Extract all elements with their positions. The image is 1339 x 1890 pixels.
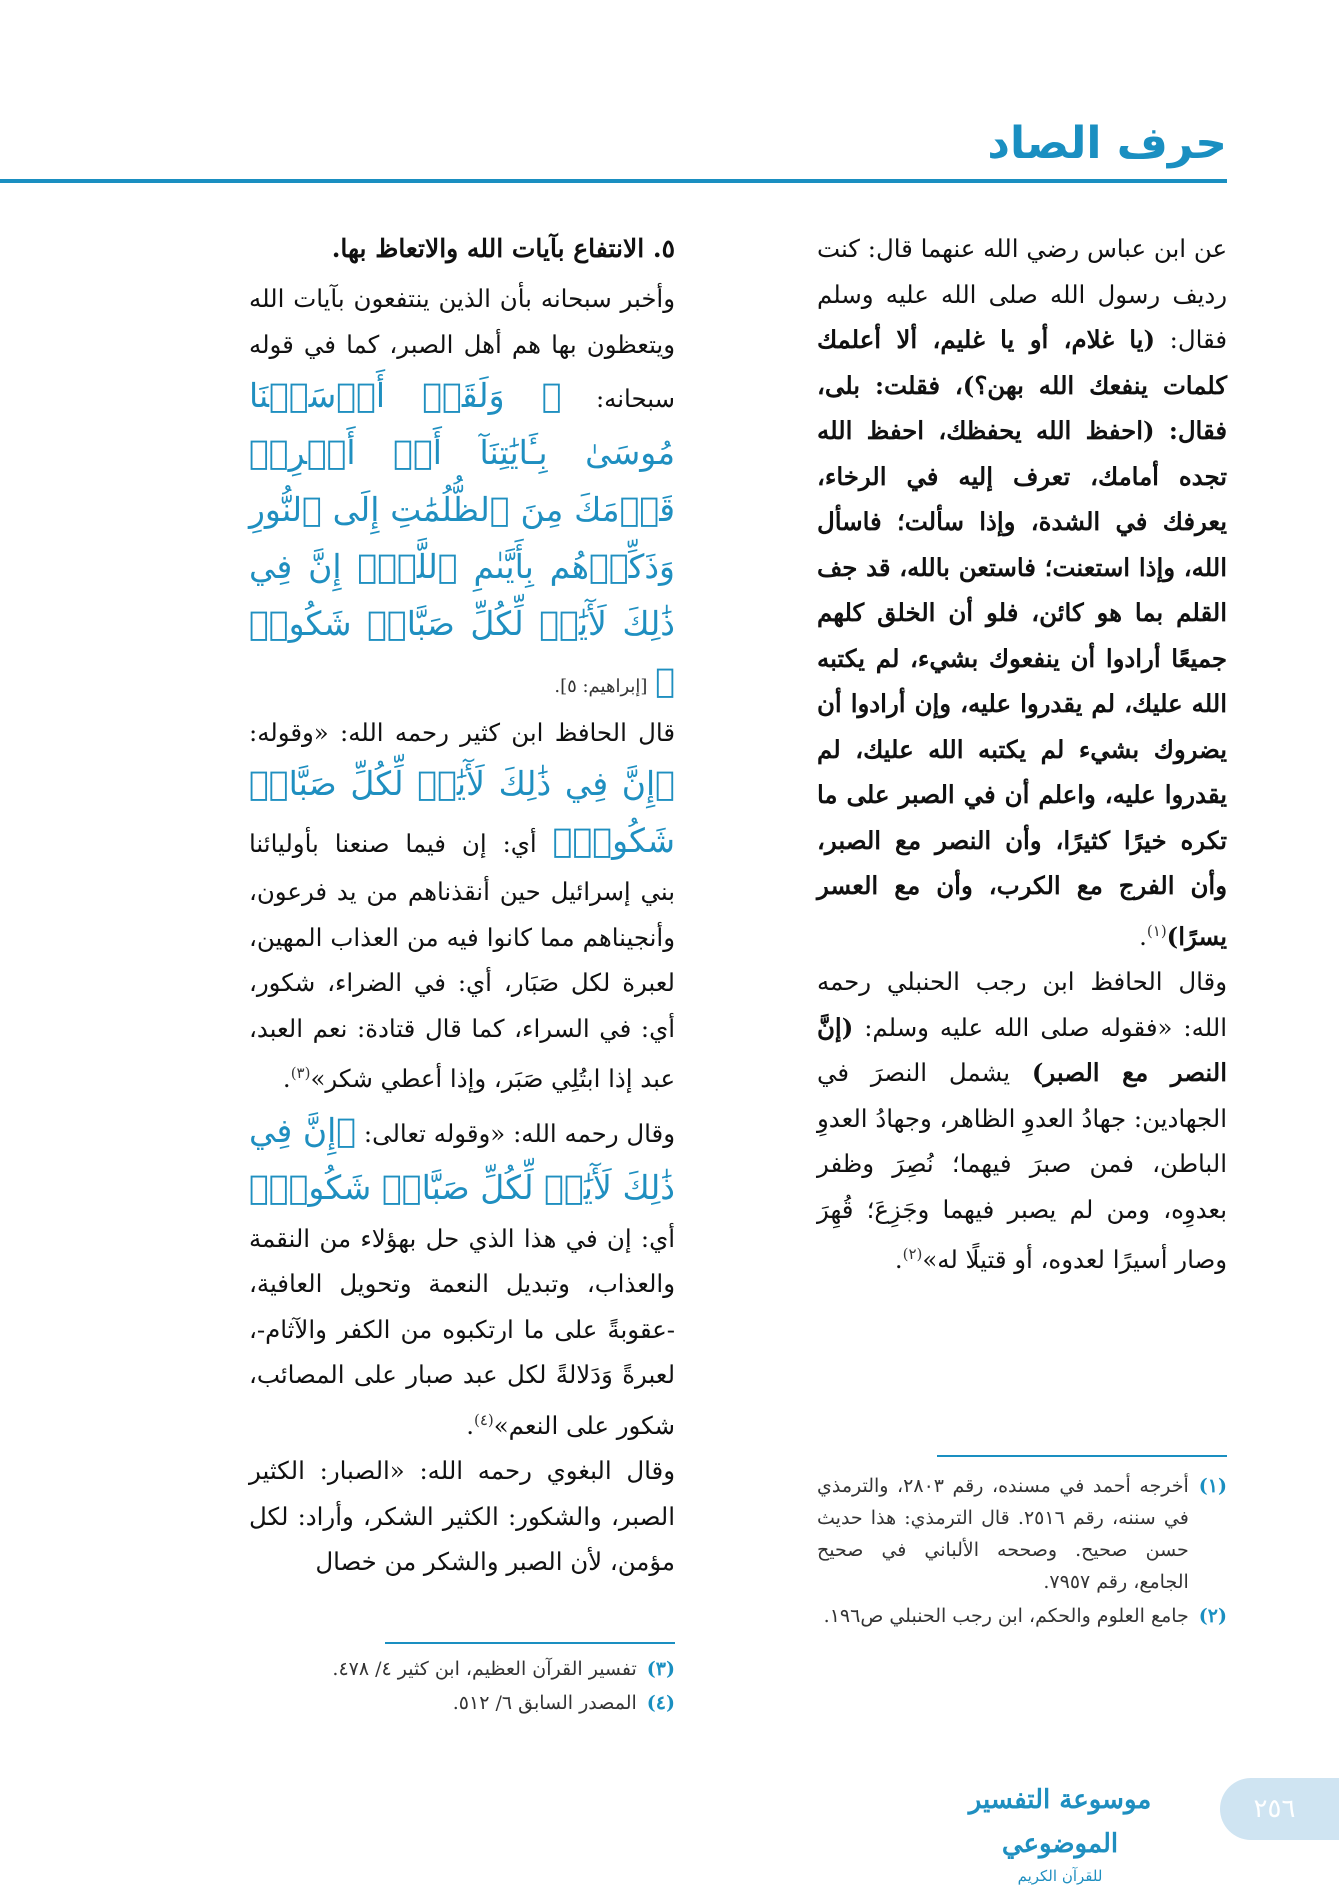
period: .	[282, 1064, 291, 1094]
chapter-title: حرف الصاد	[987, 118, 1227, 169]
quran-verse-ibrahim-5: ﴿ وَلَقَدۡ أَرۡسَلۡنَا مُوسَىٰ بِـَٔايَٰتِنَآ أَنۡ أَخۡرِجۡ قَوۡمَكَ مِنَ ٱلظُّلُمَٰتِ إِلَى ٱلنُّورِ وَذَكِّرۡهُم بِأَيَّىٰمِ ٱللَّهِۚ إِنَّ فِي ذَٰلِكَ لَأٓيَٰتٖ لِّكُلِّ صَبَّارٖ شَكُورٖ ﴾	[249, 376, 675, 700]
ibn-kathir-paragraph-1	[249, 710, 675, 1102]
ibn-rajab-paragraph	[817, 959, 1227, 1283]
footnote-number: (٤)	[646, 1692, 675, 1714]
footnote-text: تفسير القرآن العظيم، ابن كثير ٤/ ٤٧٨.	[332, 1658, 637, 1680]
verse-reference: [إبراهيم: ٥].	[554, 676, 648, 697]
footnote-number: (٢)	[1198, 1605, 1227, 1627]
footnote-number: (٣)	[646, 1658, 675, 1680]
baghawi-paragraph: وقال البغوي رحمه الله: «الصبار: الكثير الصبر، والشكور: الكثير الشكر، وأراد: لكل مؤمن، لأن الصبر والشكر من خصال	[249, 1456, 675, 1577]
ibn-kathir-intro-2: وقال رحمه الله: «وقوله تعالى:	[356, 1118, 675, 1148]
page-number: ٢٥٦	[1220, 1778, 1339, 1840]
section-heading: ٥. الانتفاع بآيات الله والاتعاظ بها.	[331, 234, 675, 263]
ibn-kathir-intro: قال الحافظ ابن كثير رحمه الله: «وقوله:	[249, 717, 675, 747]
left-column	[249, 226, 675, 1585]
footnote-text: المصدر السابق ٦/ ٥١٢.	[452, 1692, 637, 1714]
ibn-kathir-text-1: أي: إن فيما صنعنا بأوليائنا بني إسرائيل حين أنقذناهم من يد فرعون، وأنجيناهم مما كانوا فيه من العذاب المهين، لعبرة لكل صَبَار، أي: في الضراء، شكور، أي: في السراء، كما قال قتادة: نعم العبد، عبد إذا ابتُلِي صَبَر، وإذا أعطي شكر»	[249, 829, 675, 1094]
quran-excerpt-1: ﴿إِنَّ فِي ذَٰلِكَ لَأٓيَٰتٖ لِّكُلِّ صَبَّارٖ شَكُورٖ﴾	[249, 764, 675, 860]
logo-subtitle: للقرآن الكريم	[1017, 1867, 1103, 1885]
footnotes-left	[249, 1653, 675, 1721]
book-logo	[925, 1778, 1195, 1885]
hadith-paragraph	[817, 226, 1227, 959]
intro-paragraph	[249, 276, 675, 710]
hadith-quote: (إنَّ النصر مع الصبر)	[817, 1012, 1227, 1088]
footnote-1	[817, 1470, 1227, 1598]
ibn-rajab-text: يشمل النصرَ في الجهادين: جهادُ العدوِ الظاهر، وجهادُ العدوِ الباطن، فمن صبرَ فيهما؛ نُصِرَ وظفر بعدوِه، ومن لم يصبر فيهما وجَزِعَ؛ قُهِرَ وصار أسيرًا لعدوه، أو قتيلًا له»	[817, 1058, 1227, 1275]
footnote-ref-3[interactable]: (٣)	[290, 1064, 311, 1082]
intro-text: وأخبر سبحانه بأن الذين ينتفعون بآيات الله ويتعظون بها هم أهل الصبر، كما في قوله سبحانه:	[249, 284, 675, 413]
footnote-divider-left	[385, 1642, 675, 1644]
ibn-kathir-text-2: أي: إن في هذا الذي حل بهؤلاء من النقمة والعذاب، وتبديل النعمة وتحويل العافية، -عقوبةً على ما ارتكبوه من الكفر والآثام-، لعبرةً وَدَلالةً لكل عبد صبار على المصائب، شكور على النعم»	[249, 1223, 675, 1440]
period: .	[466, 1410, 474, 1440]
hadith-text: (يا غلام، أو يا غليم، ألا أعلمك كلمات ينفعك الله بهن؟)، فقلت: بلى، فقال: (احفظ الله يحفظك، احفظ الله تجده أمامك، تعرف إليه في الرخاء، يعرفك في الشدة، وإذا سألت؛ فاسأل الله، وإذا استعنت؛ فاستعن بالله، قد جف القلم بما هو كائن، فلو أن الخلق كلهم جميعًا أرادوا أن ينفعوك بشيء، لم يكتبه الله عليك، لم يقدروا عليه، وإن أرادوا أن يضروك بشيء لم يكتبه الله عليك، لم يقدروا عليه، واعلم أن في الصبر على ما تكره خيرًا كثيرًا، وأن النصر مع الصبر، وأن الفرج مع الكرب، وأن مع العسر يسرًا)	[817, 325, 1227, 951]
period: .	[894, 1245, 903, 1275]
quran-excerpt-2: ﴿إِنَّ فِي ذَٰلِكَ لَأٓيَٰتٖ لِّكُلِّ صَبَّارٖ شَكُورٖ﴾	[249, 1110, 675, 1207]
footnote-text: جامع العلوم والحكم، ابن رجب الحنبلي ص١٩٦.	[823, 1605, 1189, 1627]
footnotes-right	[817, 1470, 1227, 1634]
footnote-2	[817, 1600, 1227, 1632]
right-column	[817, 226, 1227, 1283]
footnote-ref-4[interactable]: (٤)	[473, 1410, 494, 1429]
footnote-ref-2[interactable]: (٢)	[902, 1245, 923, 1264]
footnote-divider-right	[937, 1455, 1227, 1457]
hadith-intro: عن ابن عباس رضي الله عنهما قال: كنت رديف رسول الله صلى الله عليه وسلم فقال:	[817, 234, 1228, 354]
header-divider	[0, 179, 1227, 183]
ibn-rajab-intro: وقال الحافظ ابن رجب الحنبلي رحمه الله: «فقوله صلى الله عليه وسلم:	[817, 967, 1227, 1042]
footnote-text: أخرجه أحمد في مسنده، رقم ٢٨٠٣، والترمذي في سننه، رقم ٢٥١٦. قال الترمذي: هذا حديث حسن صحيح. وصححه الألباني في صحيح الجامع، رقم ٧٩٥٧.	[817, 1475, 1189, 1593]
footnote-4	[249, 1687, 675, 1719]
footnote-ref-1[interactable]: (١)	[1146, 921, 1167, 940]
footnote-number: (١)	[1198, 1475, 1227, 1497]
period: .	[1139, 921, 1147, 951]
footnote-3	[249, 1653, 675, 1685]
logo-title: موسوعة التفسير الموضوعي	[968, 1785, 1152, 1859]
ibn-kathir-paragraph-2	[249, 1102, 675, 1449]
